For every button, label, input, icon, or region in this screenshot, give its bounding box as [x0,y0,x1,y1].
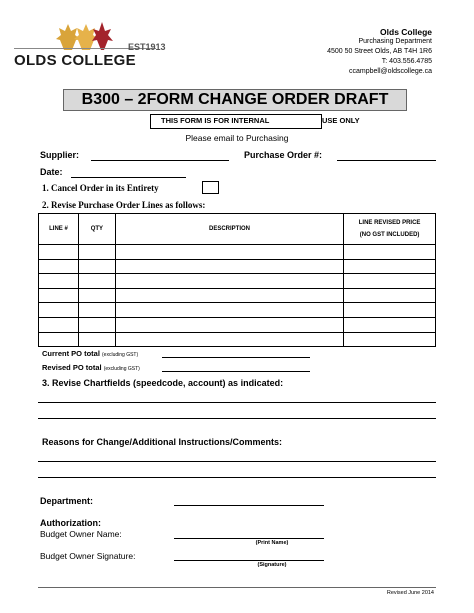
table-row [39,332,436,347]
org-address: 4500 50 Street Olds, AB T4H 1R6 [327,48,432,55]
revised-po-total-text: Revised PO total [42,363,102,372]
chartfields-line-2[interactable] [38,418,436,419]
qty-cell[interactable] [78,245,115,260]
current-po-total-label [42,349,138,358]
supplier-field[interactable] [91,160,229,161]
reasons-line-1[interactable] [38,461,436,462]
line-cell[interactable] [39,245,79,260]
org-address-block [232,27,432,77]
current-po-total-field[interactable] [162,357,310,358]
price-cell[interactable] [344,245,436,260]
price-cell[interactable] [344,303,436,318]
department-field[interactable] [174,505,324,506]
line-cell[interactable] [39,288,79,303]
table-row [39,288,436,303]
logo-wordmark: OLDS COLLEGE [14,52,136,69]
price-cell[interactable] [344,332,436,347]
line-cell[interactable] [39,303,79,318]
revise-lines-label: 2. Revise Purchase Order Lines as follows: [42,200,206,210]
price-cell[interactable] [344,274,436,289]
qty-cell[interactable] [78,288,115,303]
email-note: Please email to Purchasing [185,133,289,143]
qty-cell[interactable] [78,332,115,347]
revised-po-total-label [42,363,140,372]
table-row [39,303,436,318]
org-phone: T: 403.556.4785 [381,58,432,65]
description-cell[interactable] [115,274,343,289]
col-description: DESCRIPTION [115,214,343,245]
revised-po-total-field[interactable] [162,371,310,372]
print-name-caption: (Print Name) [255,540,289,546]
description-cell[interactable] [115,317,343,332]
revision-date: Revised June 2014 [386,590,434,596]
internal-notice: THIS FORM IS FOR INTERNAL [150,114,322,129]
gold-leaf-icon [56,24,80,50]
maple-leaf-icon [92,22,113,50]
internal-notice-tail: USE ONLY [322,116,360,125]
line-cell[interactable] [39,317,79,332]
qty-cell[interactable] [78,317,115,332]
col-line: LINE # [39,214,79,245]
table-row [39,245,436,260]
current-gst-note: (excluding GST) [102,352,139,358]
price-cell[interactable] [344,288,436,303]
qty-cell[interactable] [78,303,115,318]
form-title: B300 – 2FORM CHANGE ORDER DRAFT [63,89,407,111]
description-cell[interactable] [115,288,343,303]
org-email: ccampbell@oldscollege.ca [349,68,432,75]
department-label: Department: [40,496,94,506]
budget-owner-name-label: Budget Owner Name: [40,529,122,539]
table-header-row [39,214,436,245]
line-cell[interactable] [39,259,79,274]
reasons-label: Reasons for Change/Additional Instructions/Comments: [42,437,283,447]
price-cell[interactable] [344,317,436,332]
budget-owner-name-field[interactable] [174,538,324,539]
table-row [39,274,436,289]
date-field[interactable] [71,177,186,178]
cancel-order-checkbox[interactable] [202,181,219,194]
budget-owner-signature-label: Budget Owner Signature: [40,551,136,561]
description-cell[interactable] [115,303,343,318]
price-cell[interactable] [344,259,436,274]
reasons-line-2[interactable] [38,477,436,478]
table-row [39,317,436,332]
col-revised-price-label: LINE REVISED PRICE [358,220,421,226]
po-label: Purchase Order #: [244,150,323,160]
table-row [39,259,436,274]
date-label: Date: [40,167,63,177]
current-po-total-text: Current PO total [42,349,100,358]
authorization-label: Authorization: [40,518,101,528]
col-revised-price [344,214,436,245]
qty-cell[interactable] [78,259,115,274]
budget-owner-signature-field[interactable] [174,560,324,561]
col-no-gst-label: (NO GST INCLUDED) [359,232,420,238]
signature-caption: (Signature) [257,562,287,568]
cancel-order-label: 1. Cancel Order in its Entirety [42,183,159,193]
org-department: Purchasing Department [358,38,432,45]
line-cell[interactable] [39,332,79,347]
col-qty: QTY [78,214,115,245]
revised-gst-note: (excluding GST) [103,366,140,372]
po-lines-table [38,213,436,347]
est-year: EST1913 [128,42,166,52]
supplier-label: Supplier: [40,150,80,160]
po-number-field[interactable] [337,160,436,161]
gold-leaf-icon-2 [74,24,98,50]
org-name: Olds College [380,27,432,37]
description-cell[interactable] [115,259,343,274]
footer-rule [38,587,436,588]
chartfields-line-1[interactable] [38,402,436,403]
line-cell[interactable] [39,274,79,289]
description-cell[interactable] [115,245,343,260]
chartfields-label: 3. Revise Chartfields (speedcode, account) as indicated: [42,378,284,388]
description-cell[interactable] [115,332,343,347]
qty-cell[interactable] [78,274,115,289]
